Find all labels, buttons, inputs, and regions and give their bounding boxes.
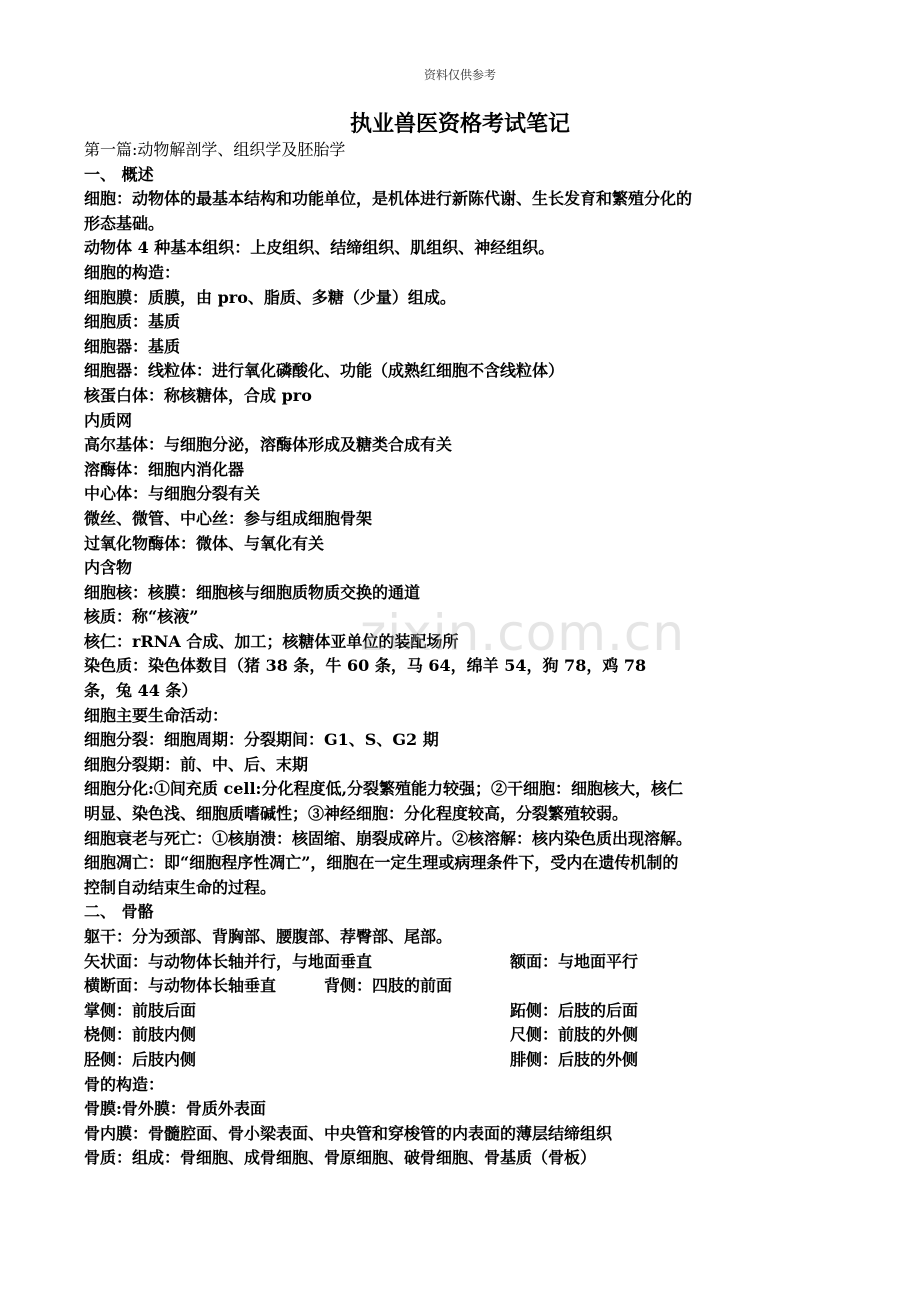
text-line: 明显、染色浅、细胞质嗜碱性；③神经细胞：分化程度较高，分裂繁殖较弱。 (84, 804, 629, 824)
text-line: 染色质：染色体数目（猪 38 条，牛 60 条，马 64，绵羊 54，狗 78，鸡 78 (84, 656, 647, 676)
text-line: 高尔基体：与细胞分泌，溶酶体形成及糖类合成有关 (84, 435, 453, 455)
watermark: zixin.com.cn (360, 604, 686, 662)
column-left-text: 桡侧：前肢内侧 (84, 1025, 197, 1045)
section-heading: 二、 骨骼 (84, 902, 154, 922)
text-line: 骨内膜：骨髓腔面、骨小梁表面、中央管和穿梭管的内表面的薄层结缔组织 (84, 1123, 613, 1143)
text-line: 核质：称“核液” (84, 607, 199, 627)
text-line: 微丝、微管、中心丝：参与组成细胞骨架 (84, 508, 373, 528)
column-left-text: 掌侧：前肢后面 (84, 1000, 197, 1020)
text-line: 溶酶体：细胞内消化器 (84, 459, 245, 479)
text-line: 核仁：rRNA 合成、加工；核糖体亚单位的装配场所 (84, 631, 459, 651)
two-column-line (84, 950, 814, 975)
text-line: 骨的构造： (84, 1074, 165, 1094)
column-right-text: 跖侧：后肢的后面 (510, 1000, 639, 1020)
two-column-line (84, 974, 814, 999)
text-line: 细胞核：核膜：细胞核与细胞质物质交换的通道 (84, 582, 421, 602)
document-title: 执业兽医资格考试笔记 (349, 111, 570, 137)
text-line: 细胞：动物体的最基本结构和功能单位，是机体进行新陈代谢、生长发育和繁殖分化的 (84, 189, 693, 209)
two-column-line (84, 1023, 814, 1048)
text-line: 细胞质：基质 (84, 312, 181, 332)
text-line: 核蛋白体：称核糖体，合成 pro (84, 385, 312, 405)
text-line: 骨膜:骨外膜：骨质外表面 (84, 1099, 266, 1119)
text-line: 过氧化物酶体：微体、与氧化有关 (84, 533, 325, 553)
section-heading: 一、 概述 (84, 164, 154, 184)
text-line: 细胞膜：质膜，由 pro、脂质、多糖（少量）组成。 (84, 287, 456, 307)
text-line: 内质网 (84, 410, 133, 430)
text-line: 细胞衰老与死亡：①核崩溃：核固缩、崩裂成碎片。②核溶解：核内染色质出现溶解。 (84, 828, 693, 848)
text-line: 细胞分裂：细胞周期：分裂期间：G1、S、G2 期 (84, 730, 439, 750)
column-left-text: 胫侧：后肢内侧 (84, 1049, 197, 1069)
document-body (84, 138, 814, 1171)
text-line: 中心体：与细胞分裂有关 (84, 484, 261, 504)
text-line: 条，兔 44 条） (84, 681, 198, 701)
text-line: 第一篇:动物解剖学、组织学及胚胎学 (84, 140, 346, 159)
text-line: 细胞分化:①间充质 cell:分化程度低,分裂繁殖能力较强；②干细胞：细胞核大，核仁 (84, 779, 684, 799)
two-column-line (84, 999, 814, 1024)
text-line: 细胞分裂期：前、中、后、末期 (84, 754, 309, 774)
text-line: 细胞器：线粒体：进行氧化磷酸化、功能（成熟红细胞不含线粒体） (84, 361, 565, 381)
column-left-text: 矢状面：与动物体长轴并行，与地面垂直 (84, 951, 373, 971)
text-line: 骨质：组成：骨细胞、成骨细胞、骨原细胞、破骨细胞、骨基质（骨板） (84, 1148, 597, 1168)
text-line: 控制自动结束生命的过程。 (84, 877, 277, 897)
column-left-text: 横断面：与动物体长轴垂直 背侧：四肢的前面 (84, 976, 453, 996)
text-line: 细胞器：基质 (84, 336, 181, 356)
text-line: 形态基础。 (84, 213, 165, 233)
column-right-text: 尺侧：前肢的外侧 (510, 1025, 639, 1045)
text-line: 内含物 (84, 558, 133, 578)
two-column-line (84, 1048, 814, 1073)
text-line: 细胞主要生命活动： (84, 705, 229, 725)
header-note: 资料仅供参考 (423, 68, 496, 82)
text-line: 细胞凋亡：即“细胞程序性凋亡”，细胞在一定生理或病理条件下，受内在遗传机制的 (84, 853, 679, 873)
column-right-text: 腓侧：后肢的外侧 (510, 1049, 639, 1069)
column-right-text: 额面：与地面平行 (510, 951, 639, 971)
text-line: 动物体 4 种基本组织：上皮组织、结缔组织、肌组织、神经组织。 (84, 238, 555, 258)
text-line: 细胞的构造： (84, 262, 181, 282)
text-line: 躯干：分为颈部、背胸部、腰腹部、荐臀部、尾部。 (84, 927, 453, 946)
